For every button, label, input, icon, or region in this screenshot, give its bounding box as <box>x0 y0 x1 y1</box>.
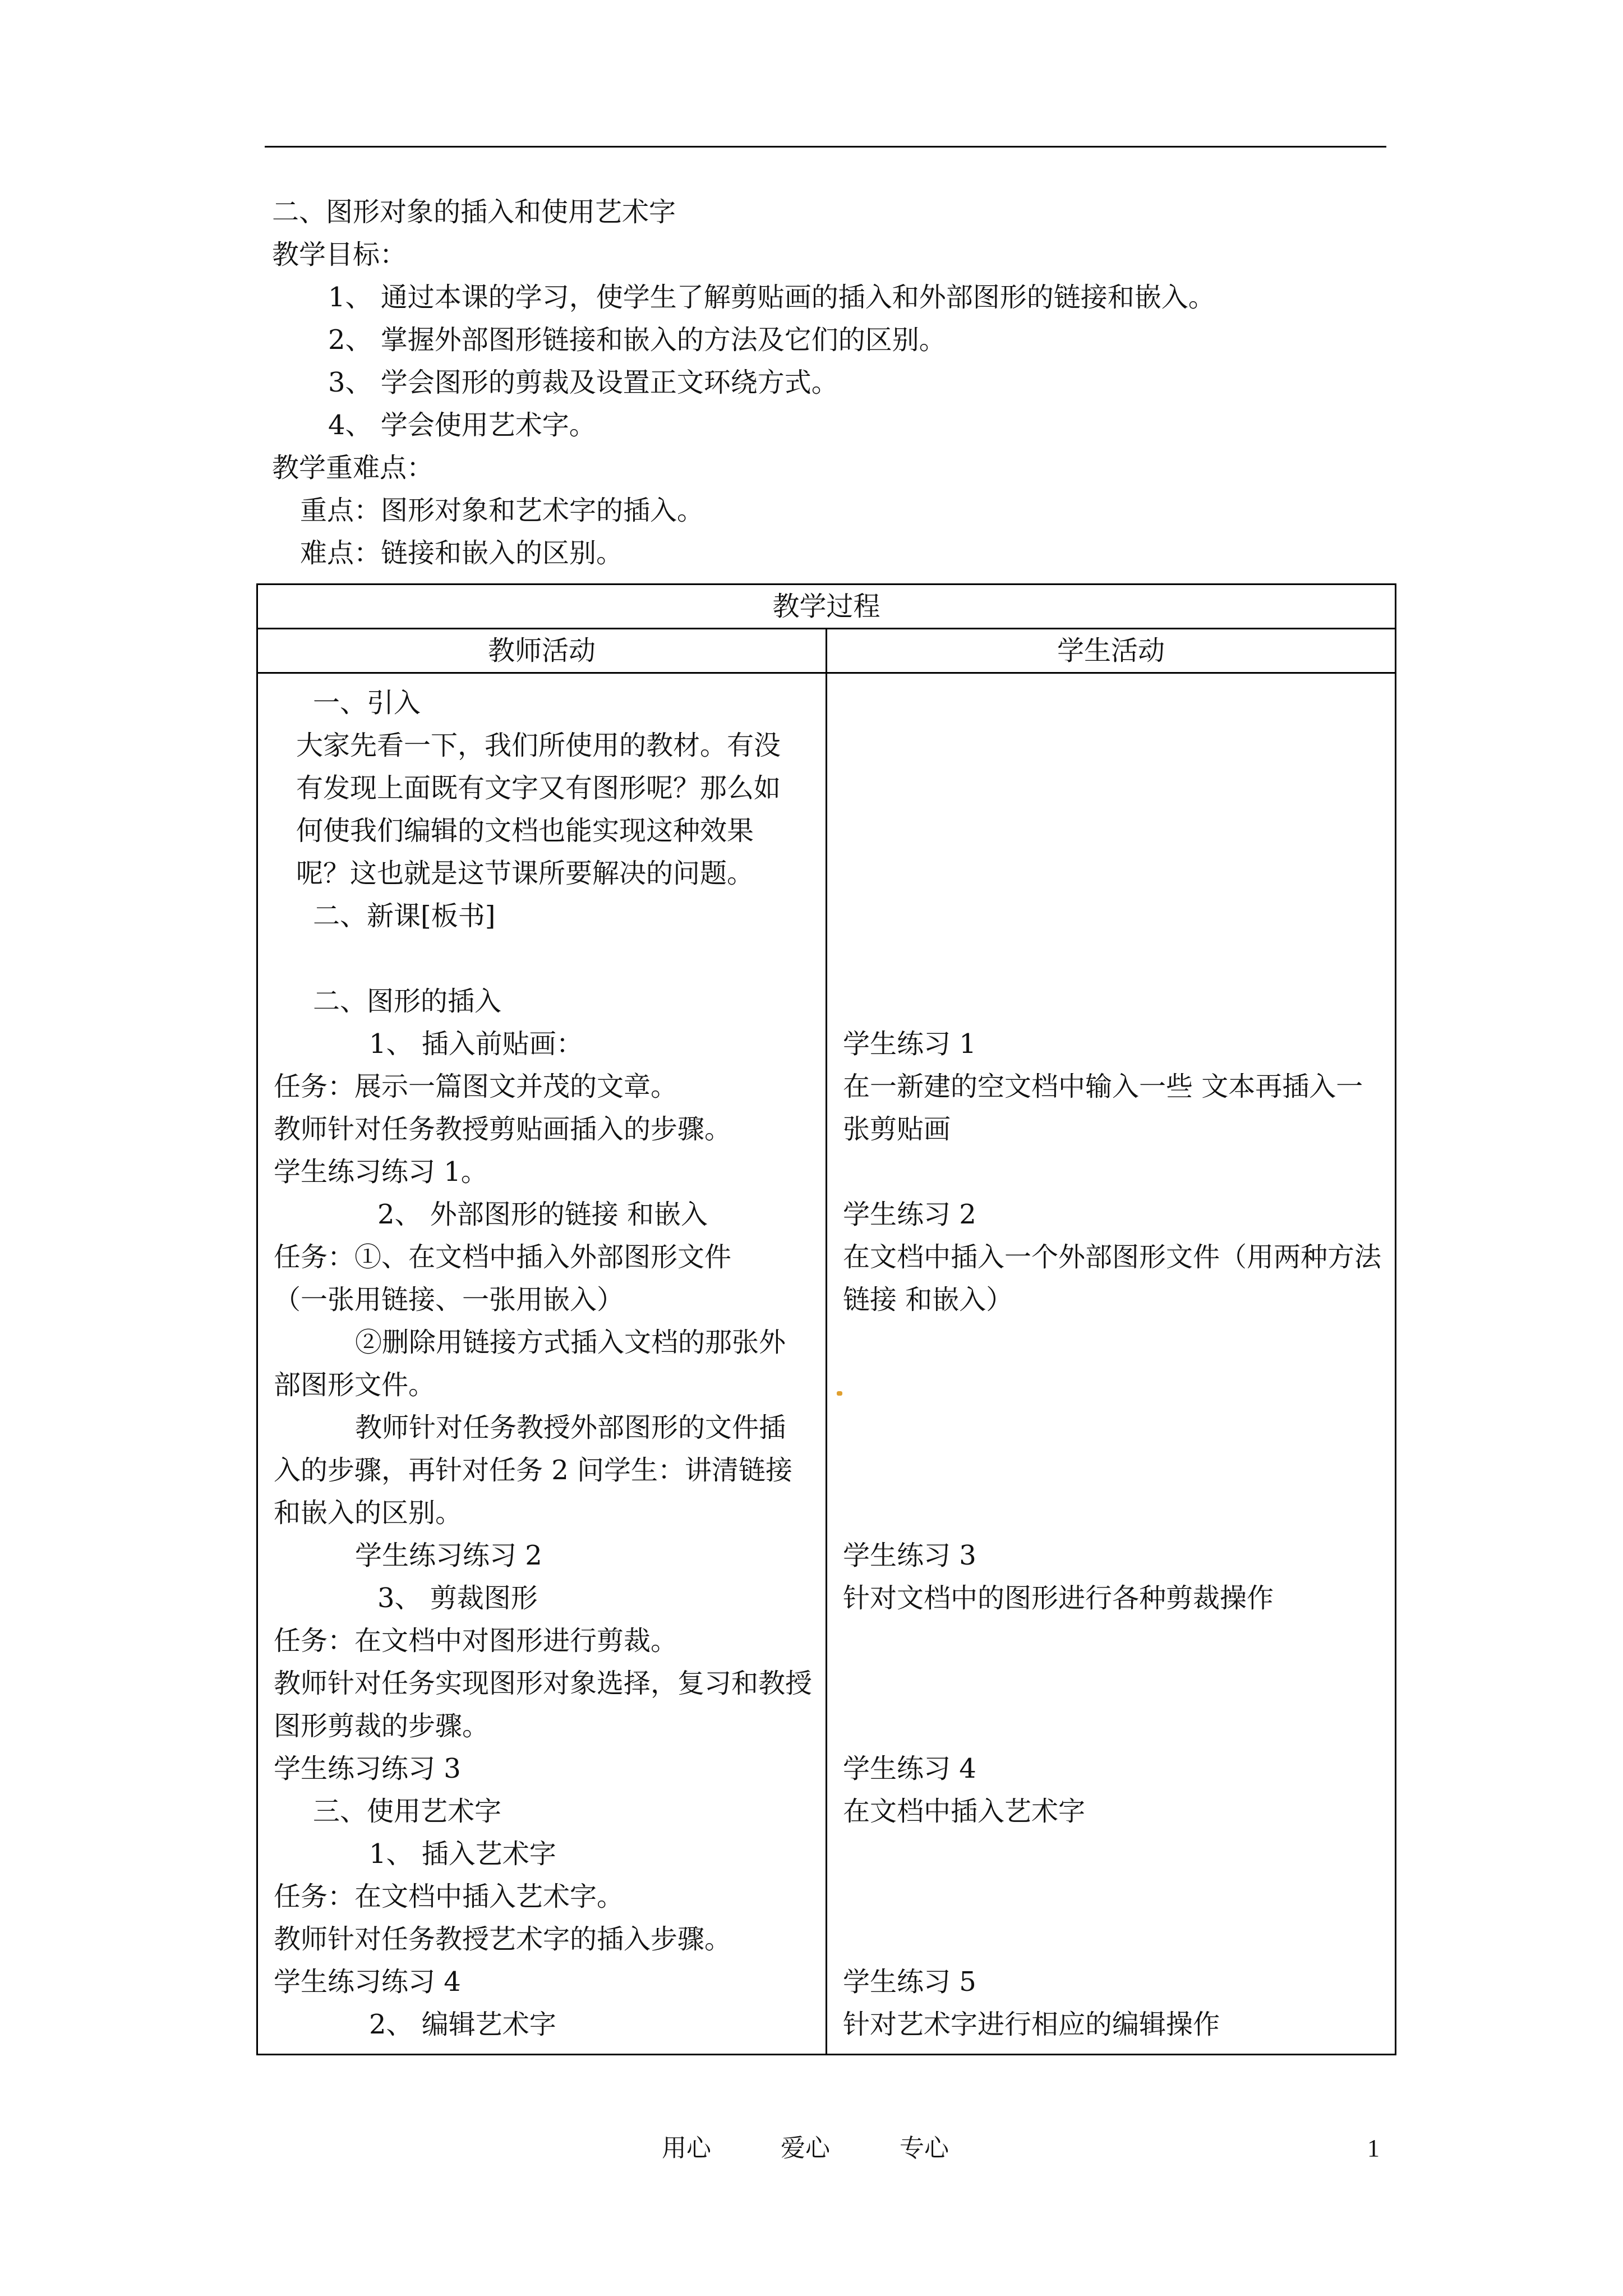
teaching-process-table <box>256 583 1396 2055</box>
intro-section <box>272 191 1394 574</box>
teacher-line: 教师针对任务教授外部图形的文件插入的步骤，再针对任务 2 问学生：讲清链接和嵌入的区别。 <box>274 1412 793 1529</box>
col-header-teacher: 教师活动 <box>257 629 827 673</box>
teacher-line: 二、新课[板书] <box>313 900 496 932</box>
teacher-line: 任务：①、在文档中插入外部图形文件（一张用链接、一张用嵌入） <box>274 1241 732 1315</box>
objectives-heading: 教学目标： <box>272 239 407 270</box>
page-number: 1 <box>1367 2134 1380 2162</box>
teacher-activity-cell <box>257 673 827 2055</box>
teacher-line: 任务：在文档中插入艺术字。 <box>274 1881 624 1912</box>
student-line: 针对文档中的图形进行各种剪裁操作 <box>843 1582 1274 1614</box>
student-line: 学生练习 3 <box>843 1540 976 1571</box>
objective-item: 2、 掌握外部图形链接和嵌入的方法及它们的区别。 <box>328 324 946 356</box>
difficult-point: 难点：链接和嵌入的区别。 <box>300 537 624 569</box>
footer-motto <box>662 2126 1011 2171</box>
key-points-heading: 教学重难点： <box>272 452 434 484</box>
table-header-row <box>257 629 1396 673</box>
student-activity-cell <box>827 673 1396 2055</box>
teacher-line: 任务：在文档中对图形进行剪裁。 <box>274 1625 678 1657</box>
objective-item: 3、 学会图形的剪裁及设置正文环绕方式。 <box>328 367 838 398</box>
teacher-line: 2、 外部图形的链接 和嵌入 <box>377 1199 708 1230</box>
student-line: 学生练习 5 <box>843 1966 976 1998</box>
teacher-line: 教师针对任务教授剪贴画插入的步骤。 <box>274 1114 732 1145</box>
table-title: 教学过程 <box>257 585 1396 629</box>
teacher-line: 学生练习练习 3 <box>274 1753 461 1784</box>
footer-item: 专心 <box>900 2134 949 2162</box>
key-point: 重点：图形对象和艺术字的插入。 <box>300 495 704 526</box>
teacher-line: 2、 编辑艺术字 <box>369 2009 556 2040</box>
student-line: 学生练习 1 <box>843 1028 976 1060</box>
stray-mark <box>837 1391 842 1396</box>
teacher-line: 大家先看一下，我们所使用的教材。有没有发现上面既有文字又有图形呢？那么如何使我们编辑的文档也能实现这种效果呢？这也就是这节课所要解决的问题。 <box>296 730 781 889</box>
page-footer <box>0 2126 1623 2171</box>
table-title-row <box>257 585 1396 629</box>
section-title: 二、图形对象的插入和使用艺术字 <box>272 196 676 228</box>
student-line: 在文档中插入一个外部图形文件（用两种方法链接 和嵌入） <box>843 1241 1382 1315</box>
teacher-line: 二、图形的插入 <box>313 986 502 1017</box>
spacer <box>274 937 820 980</box>
teacher-line: 1、 插入艺术字 <box>369 1838 556 1870</box>
teacher-line: 教师针对任务实现图形对象选择，复习和教授图形剪裁的步骤。 <box>274 1668 813 1742</box>
student-line: 针对艺术字进行相应的编辑操作 <box>843 2009 1220 2040</box>
table-body-row <box>257 673 1396 2055</box>
header-rule <box>265 146 1386 148</box>
student-line: 在文档中插入艺术字 <box>843 1796 1086 1827</box>
student-line: 在一新建的空文档中输入一些 文本再插入一张剪贴画 <box>843 1071 1363 1145</box>
footer-item: 爱心 <box>781 2134 830 2162</box>
footer-item: 用心 <box>662 2134 711 2162</box>
teacher-line: 3、 剪裁图形 <box>377 1582 538 1614</box>
teacher-line: 一、引入 <box>313 687 421 719</box>
teacher-line: 学生练习练习 4 <box>274 1966 461 1998</box>
teacher-line: ②删除用链接方式插入文档的那张外部图形文件。 <box>274 1327 786 1401</box>
teacher-line: 任务：展示一篇图文并茂的文章。 <box>274 1071 678 1102</box>
teacher-line: 教师针对任务教授艺术字的插入步骤。 <box>274 1924 732 1955</box>
teacher-line: 学生练习练习 2 <box>355 1540 542 1571</box>
teacher-line: 学生练习练习 1。 <box>274 1156 488 1188</box>
objective-item: 4、 学会使用艺术字。 <box>328 409 596 441</box>
teacher-line: 1、 插入前贴画： <box>369 1028 583 1060</box>
col-header-student: 学生活动 <box>827 629 1396 673</box>
teacher-line: 三、使用艺术字 <box>313 1796 502 1827</box>
student-line: 学生练习 2 <box>843 1199 976 1230</box>
objective-item: 1、 通过本课的学习，使学生了解剪贴画的插入和外部图形的链接和嵌入。 <box>328 282 1215 313</box>
student-line: 学生练习 4 <box>843 1753 976 1784</box>
